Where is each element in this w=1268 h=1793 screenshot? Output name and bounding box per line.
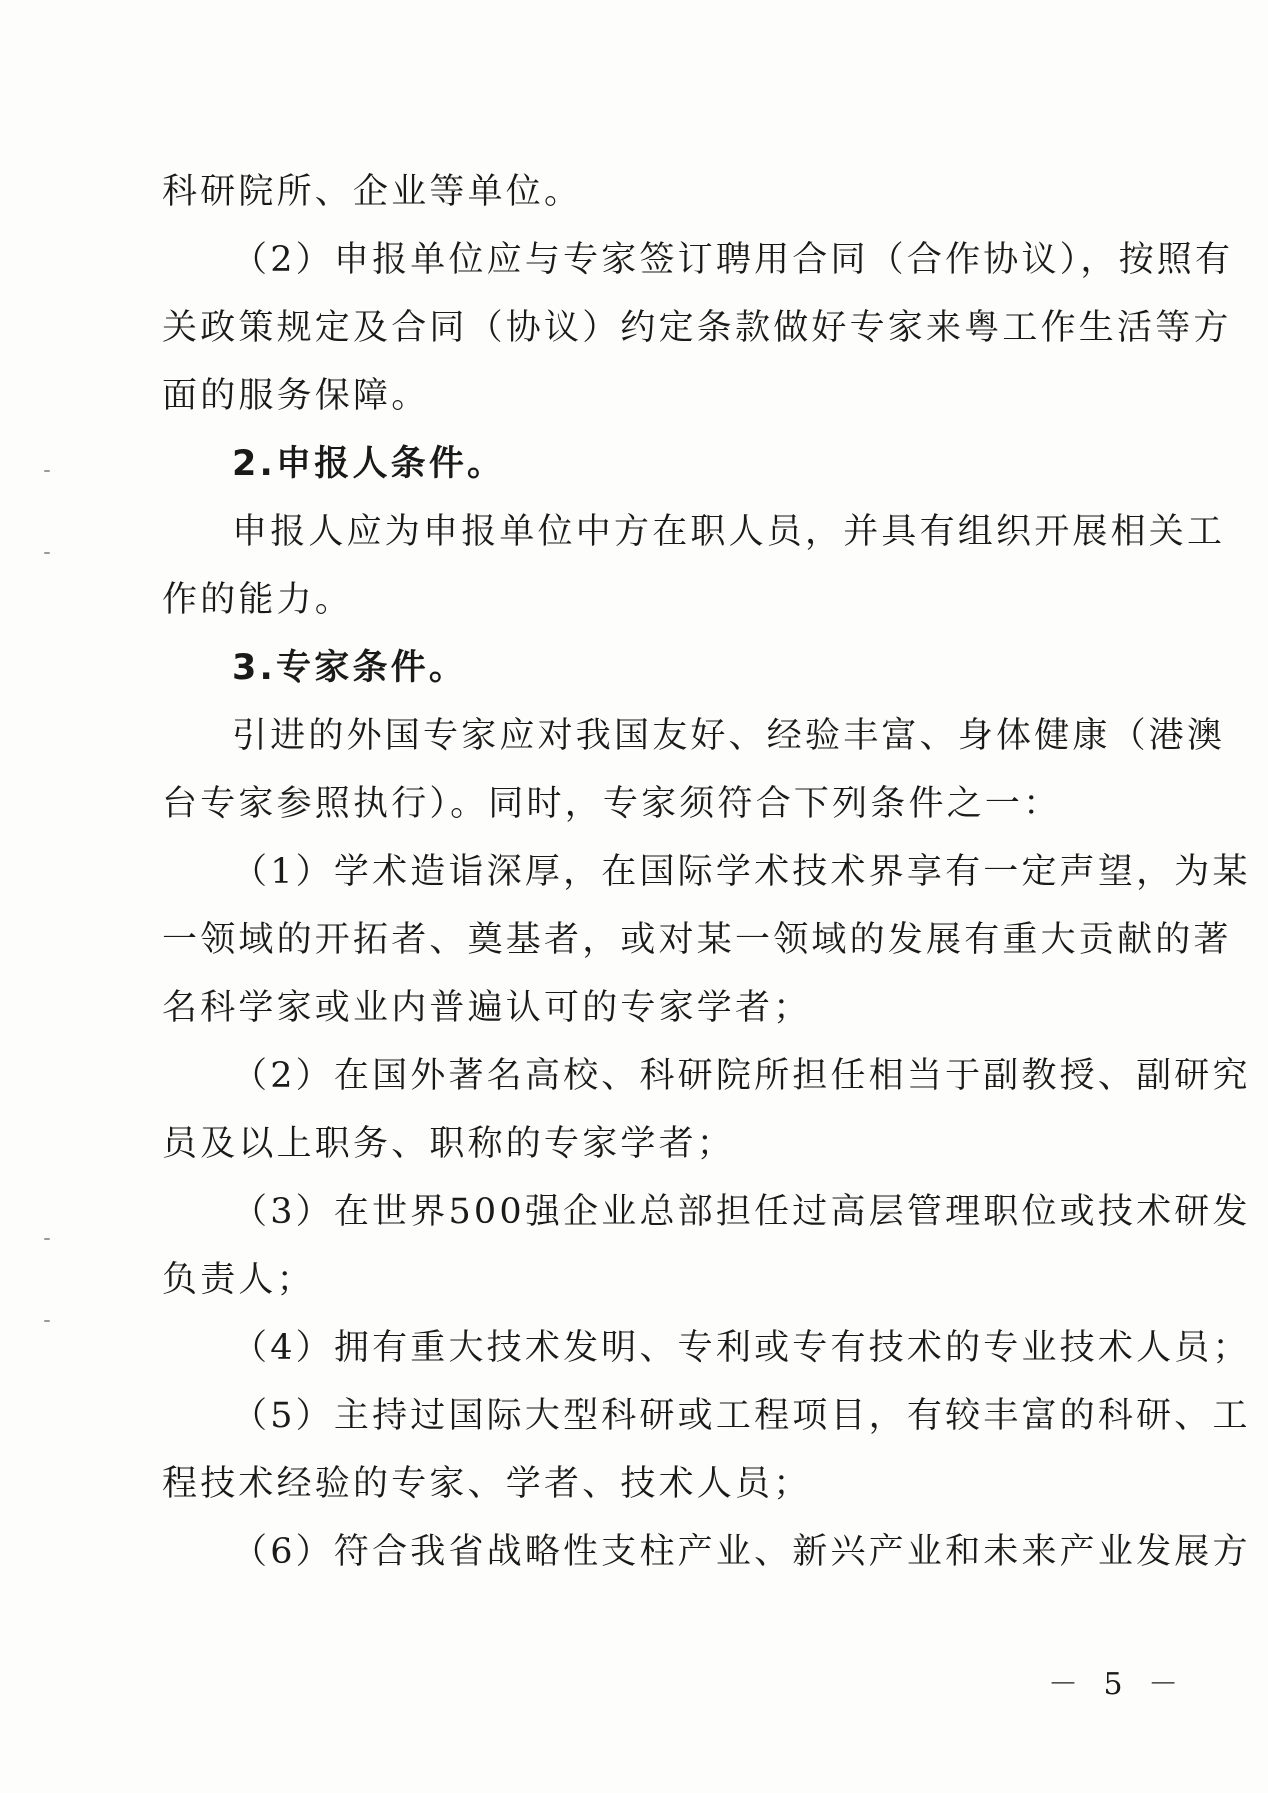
- section-heading: 2.申报人条件。: [232, 444, 506, 484]
- body-line: （2）申报单位应与专家签订聘用合同（合作协议），按照有: [232, 240, 1234, 280]
- page-number: － 5 －: [1048, 1667, 1187, 1702]
- body-line: 名科学家或业内普遍认可的专家学者；: [162, 988, 812, 1028]
- body-line: 员及以上职务、职称的专家学者；: [162, 1124, 736, 1164]
- body-line: （2）在国外著名高校、科研院所担任相当于副教授、副研究: [232, 1056, 1251, 1096]
- body-line: （3）在世界500强企业总部担任过高层管理职位或技术研发: [232, 1192, 1251, 1232]
- body-line: （5）主持过国际大型科研或工程项目，有较丰富的科研、工: [232, 1396, 1251, 1436]
- body-line: 申报人应为申报单位中方在职人员，并具有组织开展相关工: [232, 512, 1226, 552]
- body-line: 科研院所、企业等单位。: [162, 172, 583, 212]
- body-line: 引进的外国专家应对我国友好、经验丰富、身体健康（港澳: [232, 716, 1226, 756]
- body-line: 一领域的开拓者、奠基者，或对某一领域的发展有重大贡献的著: [162, 920, 1232, 960]
- scan-speck: [44, 1238, 50, 1240]
- body-line: 负责人；: [162, 1260, 315, 1300]
- body-line: 作的能力。: [162, 580, 354, 620]
- body-line: 面的服务保障。: [162, 376, 430, 416]
- body-line: （6）符合我省战略性支柱产业、新兴产业和未来产业发展方: [232, 1532, 1251, 1572]
- scan-speck: [44, 552, 50, 554]
- body-line: 关政策规定及合同（协议）约定条款做好专家来粤工作生活等方: [162, 308, 1232, 348]
- scan-speck: [44, 470, 50, 472]
- body-line: （4）拥有重大技术发明、专利或专有技术的专业技术人员；: [232, 1328, 1251, 1368]
- body-line: （1）学术造诣深厚，在国际学术技术界享有一定声望，为某: [232, 852, 1251, 892]
- scan-speck: [44, 1320, 50, 1322]
- body-line: 台专家参照执行）。同时，专家须符合下列条件之一：: [162, 784, 1062, 824]
- body-line: 程技术经验的专家、学者、技术人员；: [162, 1464, 812, 1504]
- section-heading: 3.专家条件。: [232, 648, 468, 688]
